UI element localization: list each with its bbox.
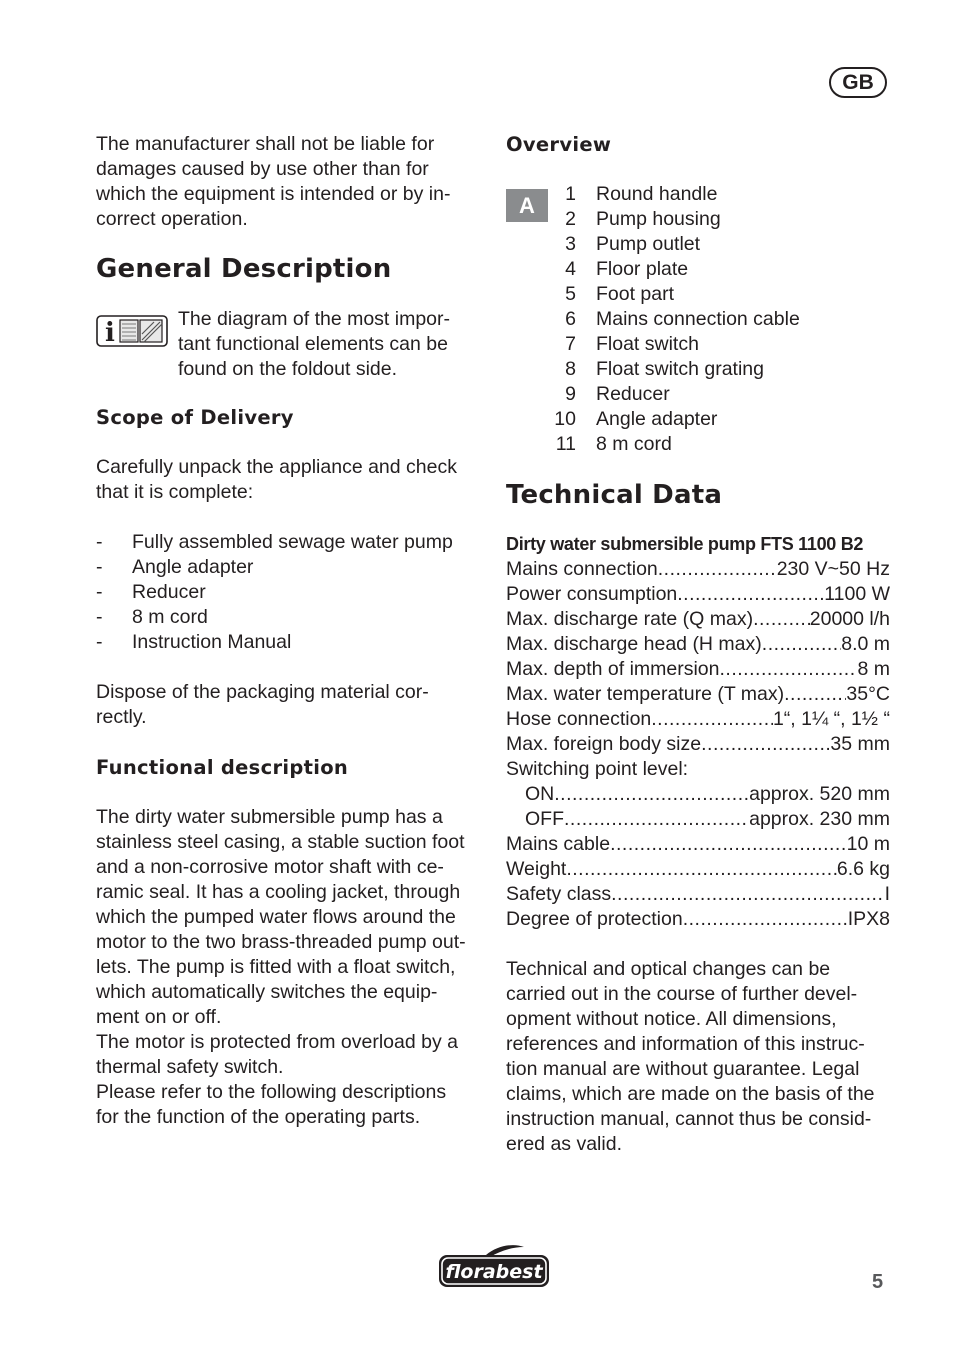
- overview-item-label: Reducer: [596, 383, 670, 405]
- spec-value: 1“, 1¼ “, 1½ “: [772, 708, 890, 730]
- scope-of-delivery-heading: Scope of Delivery: [96, 406, 294, 429]
- spec-table-2: [506, 832, 890, 932]
- figure-a-badge: A: [506, 189, 548, 222]
- spec-row: [506, 682, 890, 707]
- spec-value: 35 mm: [830, 733, 890, 755]
- spec-row: [506, 632, 890, 657]
- overview-item-number: 11: [555, 433, 576, 455]
- text-line: which the equipment is intended or by in-: [96, 183, 451, 205]
- spec-row: [506, 857, 890, 882]
- list-item: [96, 530, 478, 555]
- overview-item-number: 1: [565, 183, 576, 205]
- list-item-label: Fully assembled sewage water pump: [132, 531, 453, 553]
- spec-label: Max. discharge rate (Q max): [506, 608, 754, 630]
- spec-row: [506, 707, 890, 732]
- text-line: The diagram of the most impor-: [178, 308, 451, 330]
- page-number: 5: [872, 1271, 884, 1293]
- overview-item-number: 4: [565, 258, 576, 280]
- spec-value: 8 m: [857, 658, 890, 680]
- spec-value: approx. 230 mm: [749, 808, 890, 830]
- spec-row: [506, 582, 890, 607]
- list-item: [96, 605, 478, 630]
- info-note-text: [178, 307, 450, 382]
- text-line: motor to the two brass-threaded pump out-: [96, 931, 466, 953]
- overview-item-label: Round handle: [596, 183, 718, 205]
- overview-item-number: 8: [565, 358, 576, 380]
- spec-leader-dots: [784, 682, 846, 707]
- switching-points: [506, 782, 890, 832]
- spec-leader-dots: [566, 857, 837, 882]
- info-foldout-icon: [96, 310, 168, 350]
- overview-item: [506, 407, 890, 432]
- spec-label: Weight: [506, 858, 567, 880]
- technical-data-subtitle: Dirty water submersible pump FTS 1100 B2: [506, 534, 864, 554]
- bullet-dash: -: [96, 556, 103, 578]
- overview-item-label: Mains connection cable: [596, 308, 800, 330]
- text-line: and a non-corrosive motor shaft with ce-: [96, 856, 444, 878]
- text-line: The dirty water submersible pump has a: [96, 806, 443, 828]
- overview-item-label: Floor plate: [596, 258, 689, 280]
- spec-leader-dots: [610, 832, 847, 857]
- logo-text: florabest: [445, 1261, 543, 1283]
- spec-leader-dots: [677, 582, 824, 607]
- text-line: which the pumped water flows around the: [96, 906, 456, 928]
- overview-item-label: Foot part: [596, 283, 675, 305]
- text-line: ment on or off.: [96, 1006, 222, 1028]
- text-line: carried out in the course of further devel-: [506, 983, 858, 1005]
- spec-leader-dots: [564, 807, 749, 832]
- right-column: [506, 132, 890, 1157]
- overview-item-number: 2: [565, 208, 576, 230]
- text-line: ered as valid.: [506, 1133, 622, 1155]
- text-line: Technical and optical changes can be: [506, 958, 831, 980]
- overview-item: [506, 332, 890, 357]
- text-line: references and information of this instruc-: [506, 1033, 865, 1055]
- spec-leader-dots: [658, 557, 777, 582]
- spec-value: 6.6 kg: [836, 858, 890, 880]
- list-item-label: Reducer: [132, 581, 206, 603]
- spec-label: Max. discharge head (H max): [506, 633, 762, 655]
- spec-value: IPX8: [847, 908, 890, 930]
- overview-item: [506, 382, 890, 407]
- overview-item: [506, 307, 890, 332]
- spec-row: [506, 882, 890, 907]
- florabest-logo: [438, 1243, 550, 1289]
- spec-label: Safety class: [506, 883, 612, 905]
- spec-leader-dots: [720, 657, 858, 682]
- scope-list: [96, 530, 478, 655]
- bullet-dash: -: [96, 581, 103, 603]
- spec-row: [506, 557, 890, 582]
- functional-description-text: [96, 805, 478, 1130]
- spec-label: Degree of protection: [506, 908, 683, 930]
- list-item-label: Instruction Manual: [132, 631, 292, 653]
- dispose-text: [96, 680, 478, 730]
- text-line: ramic seal. It has a cooling jacket, through: [96, 881, 461, 903]
- functional-description-heading: Functional description: [96, 756, 349, 779]
- overview-list: [506, 182, 890, 457]
- spec-label: Mains cable: [506, 833, 611, 855]
- spec-leader-dots: [701, 732, 830, 757]
- info-icon-letter: i: [105, 318, 115, 348]
- spec-row: [506, 907, 890, 932]
- spec-row: [506, 832, 890, 857]
- spec-label: Hose connection: [506, 708, 652, 730]
- overview-item: [506, 432, 890, 457]
- spec-leader-dots: [611, 882, 884, 907]
- spec-label: Power consumption: [506, 583, 678, 605]
- spec-row: [506, 607, 890, 632]
- overview-item-label: 8 m cord: [596, 433, 672, 455]
- text-line: The manufacturer shall not be liable for: [96, 133, 435, 155]
- spec-leader-dots: [753, 607, 810, 632]
- text-line: rectly.: [96, 706, 147, 728]
- overview-item: [506, 182, 890, 207]
- bullet-dash: -: [96, 631, 103, 653]
- bullet-dash: -: [96, 531, 103, 553]
- text-line: which automatically switches the equip-: [96, 981, 438, 1003]
- overview-item: [506, 357, 890, 382]
- spec-value: 230 V~50 Hz: [776, 558, 890, 580]
- text-line: correct operation.: [96, 208, 248, 230]
- spec-value: 8.0 m: [841, 633, 890, 655]
- spec-leader-dots: [554, 782, 749, 807]
- overview-item-label: Float switch grating: [596, 358, 764, 380]
- overview-item-number: 9: [565, 383, 576, 405]
- spec-label: Max. foreign body size: [506, 733, 702, 755]
- text-line: stainless steel casing, a stable suction foot: [96, 831, 465, 853]
- overview-item: [506, 257, 890, 282]
- spec-leader-dots: [683, 907, 848, 932]
- overview-item: [506, 232, 890, 257]
- text-line: opment without notice. All dimensions,: [506, 1008, 837, 1030]
- overview-heading: Overview: [506, 133, 612, 156]
- overview-item-number: 10: [554, 408, 576, 430]
- spec-row: [506, 782, 890, 807]
- overview-item-number: 5: [565, 283, 576, 305]
- text-line: thermal safety switch.: [96, 1056, 284, 1078]
- spec-leader-dots: [762, 632, 841, 657]
- text-line: tant functional elements can be: [178, 333, 448, 355]
- technical-data-heading: Technical Data: [506, 480, 723, 510]
- text-line: found on the foldout side.: [178, 358, 398, 380]
- spec-table: [506, 557, 890, 757]
- overview-item-label: Float switch: [596, 333, 699, 355]
- spec-label: OFF: [525, 808, 564, 830]
- switching-point-label: Switching point level:: [506, 758, 689, 780]
- text-line: lets. The pump is fitted with a float switch,: [96, 956, 456, 978]
- overview-item-number: 6: [565, 308, 576, 330]
- text-line: The motor is protected from overload by a: [96, 1031, 458, 1053]
- text-line: Please refer to the following descriptions: [96, 1081, 447, 1103]
- bullet-dash: -: [96, 606, 103, 628]
- spec-label: ON: [525, 783, 555, 805]
- text-line: Carefully unpack the appliance and check: [96, 456, 457, 478]
- general-description-heading: General Description: [96, 254, 392, 284]
- spec-label: Mains connection: [506, 558, 658, 580]
- text-line: damages caused by use other than for: [96, 158, 429, 180]
- liability-paragraph: [96, 132, 478, 232]
- spec-value: approx. 520 mm: [749, 783, 890, 805]
- text-line: claims, which are made on the basis of the: [506, 1083, 875, 1105]
- text-line: that it is complete:: [96, 481, 254, 503]
- list-item: [96, 555, 478, 580]
- overview-item-label: Pump housing: [596, 208, 721, 230]
- spec-value: 1100 W: [824, 583, 890, 605]
- spec-label: Max. water temperature (T max): [506, 683, 785, 705]
- spec-leader-dots: [651, 707, 773, 732]
- overview-item: [506, 282, 890, 307]
- list-item-label: Angle adapter: [132, 556, 254, 578]
- overview-item-number: 7: [565, 333, 576, 355]
- language-badge: GB: [829, 67, 887, 98]
- list-item: [96, 630, 478, 655]
- disclaimer-text: [506, 957, 890, 1157]
- spec-row: [506, 732, 890, 757]
- text-line: for the function of the operating parts.: [96, 1106, 421, 1128]
- spec-value: 10 m: [846, 833, 890, 855]
- spec-row: [506, 807, 890, 832]
- spec-label: Max. depth of immersion: [506, 658, 720, 680]
- list-item-label: 8 m cord: [132, 606, 208, 628]
- info-note: [96, 307, 478, 382]
- overview-item-number: 3: [565, 233, 576, 255]
- list-item: [96, 580, 478, 605]
- overview-item-label: Pump outlet: [596, 233, 701, 255]
- scope-intro-text: [96, 455, 478, 505]
- text-line: tion manual are without guarantee. Legal: [506, 1058, 860, 1080]
- spec-row: [506, 657, 890, 682]
- spec-value: 20000 l/h: [809, 608, 890, 630]
- text-line: Dispose of the packaging material cor-: [96, 681, 429, 703]
- spec-value: I: [884, 883, 890, 905]
- left-column: [96, 132, 478, 1130]
- overview-item-label: Angle adapter: [596, 408, 718, 430]
- text-line: instruction manual, cannot thus be consid-: [506, 1108, 872, 1130]
- spec-value: 35°C: [846, 683, 890, 705]
- overview-item: [506, 207, 890, 232]
